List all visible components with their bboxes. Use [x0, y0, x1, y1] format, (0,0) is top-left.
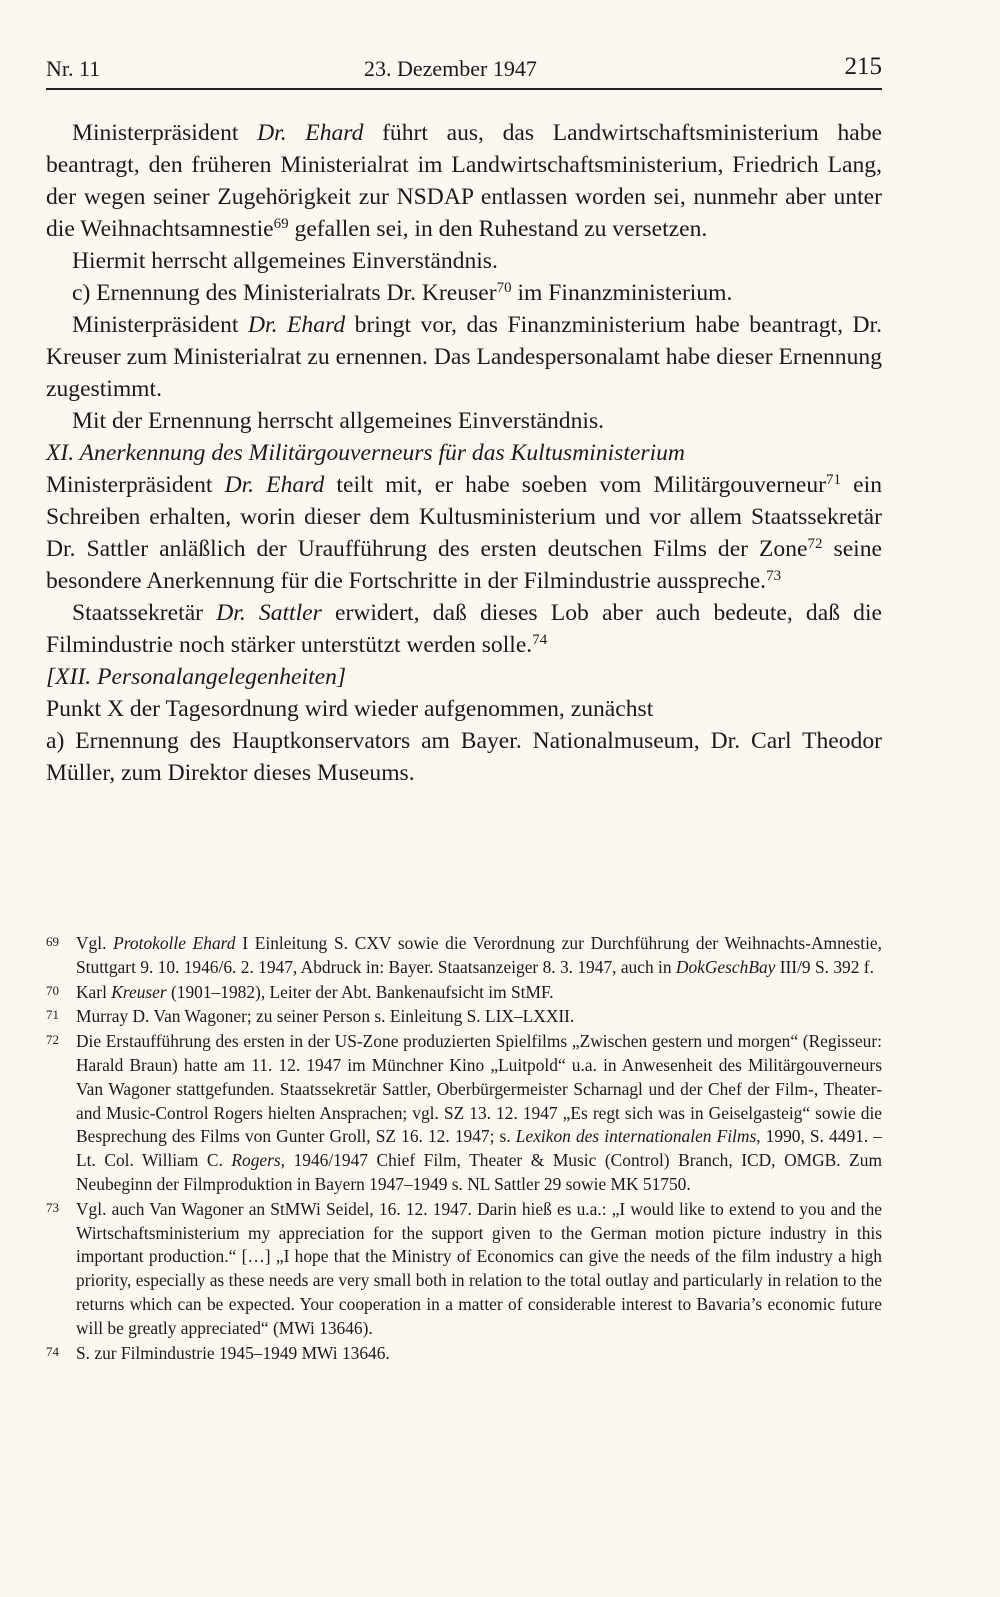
footnote-number: 69	[46, 934, 59, 949]
speaker-name: Dr. Ehard	[247, 312, 346, 338]
footnote-ref-71[interactable]: 71	[826, 472, 842, 488]
footnote-ref-73[interactable]: 73	[766, 568, 782, 584]
section-heading-xi: XI. Anerkennung des Militärgouverneurs für das Kultusministerium	[46, 440, 685, 466]
footnote-71	[46, 1005, 882, 1029]
text-run: teilt mit, er habe soeben vom Militärgouverneur	[324, 472, 827, 498]
text-run: Staatssekretär	[72, 600, 217, 626]
text-run: c) Ernennung des Ministerialrats Dr. Kreuser	[72, 280, 497, 306]
footnote-number: 73	[46, 1199, 59, 1215]
footnote-ref-70[interactable]: 70	[496, 280, 512, 296]
text-run: führt aus, das Landwirtschaftsministerium habe beantragt, den früheren Ministerialrat im Landwirtschaftsministerium, Friedrich Lang, der wegen seiner Zugehörigkeit zur NSDAP entlassen worden sei, nunmehr aber unter die Weihnachtsamnestie	[46, 120, 882, 242]
paragraph-agenda: Punkt X der Tagesordnung wird wieder aufgenommen, zunächst	[46, 696, 654, 722]
paragraph-agreement-1: Hiermit herrscht allgemeines Einverständnis.	[72, 248, 498, 274]
paragraph-ehard-kreuser	[46, 309, 882, 405]
text-run: , 1990, S. 4491. – Lt. Col. William C.	[76, 1126, 882, 1171]
text-run: ein Schreiben erhalten, worin dieser dem Kultusministerium und vor allem Staatssekretär Dr. Sattler anläßlich der Uraufführung des ersten deutschen Films der Zone	[46, 472, 882, 562]
text-run: bringt vor, das Finanzministerium habe beantragt, Dr. Kreuser zum Ministerialrat zu ernennen. Das Landespersonalamt habe dieser Ernennung zugestimmt.	[46, 312, 882, 402]
text-run: seine besondere Anerkennung für die Fortschritte in der Filmindustrie ausspreche.	[46, 536, 882, 594]
footnote-ref-74[interactable]: 74	[532, 632, 548, 648]
text-run: erwidert, daß dieses Lob aber auch bedeute, daß die Filmindustrie noch stärker unterstützt werden solle.	[46, 600, 883, 658]
text-run: , 1946/1947 Chief Film, Theater & Music (Control) Branch, ICD, OMGB. Zum Neubeginn der Filmproduktion in Bayern 1947–1949 s. NL Sattler 29 sowie MK 51750.	[76, 1150, 882, 1194]
text-run: (1901–1982), Leiter der Abt. Bankenaufsicht im StMF.	[166, 981, 554, 1002]
footnote-72	[46, 1030, 882, 1197]
speaker-name: Dr. Sattler	[216, 600, 322, 626]
footnote-number: 72	[46, 1032, 59, 1048]
text-run: III/9 S. 392 f.	[775, 956, 874, 977]
issue-number: Nr. 11	[46, 56, 101, 81]
italic-title: Protokolle Ehard	[113, 933, 236, 953]
text-run: Karl	[76, 981, 112, 1002]
text-run: gefallen sei, in den Ruhestand zu versetzen.	[288, 216, 708, 242]
footnote-73	[46, 1198, 882, 1341]
text-run: Die Erstaufführung des ersten in der US-Zone produzierten Spielfilms „Zwischen gestern und morgen“ (Regisseur: Harald Braun) hatte am 11. 12. 1947 im Münchner Kino „Luitpold“ u.a. in Anwesenheit des Militärgouverneurs Van Wagoner stattgefunden. Staatssekretär Sattler, Oberbürgermeister Scharnagl und der Chef der Film-, Theater- and Music-Control Rogers hielten Ansprachen; vgl. SZ 13. 12. 1947 „Es regt sich was in Geiselgasteig“ sowie die Besprechung des Films von Gunter Groll, SZ 16. 12. 1947; s.	[76, 1031, 882, 1147]
main-text	[46, 117, 882, 789]
section-heading-xii: [XII. Personalangelegenheiten]	[46, 664, 347, 690]
speaker-name: Dr. Ehard	[257, 120, 364, 146]
text-run: I Einleitung S. CXV sowie die Verordnung zur Durchführung der Weihnachts-Amnestie, Stuttgart 9. 10. 1946/6. 2. 1947, Abdruck in: Bayer. Staatsanzeiger 8. 3. 1947, auch in	[76, 933, 882, 977]
footnote-69	[46, 932, 882, 980]
paragraph-item-c	[46, 277, 882, 309]
text-run: Ministerpräsident	[46, 472, 225, 498]
footnote-ref-72[interactable]: 72	[807, 536, 823, 552]
header-date: 23. Dezember 1947	[364, 56, 537, 81]
footnote-70	[46, 981, 882, 1005]
paragraph-ehard-militaergouverneur	[46, 469, 882, 597]
text-run: S. zur Filmindustrie 1945–1949 MWi 13646.	[76, 1342, 390, 1363]
footnote-74	[46, 1342, 882, 1366]
paragraph-ehard-lang	[46, 117, 882, 245]
text-run: Ministerpräsident	[72, 312, 248, 338]
text-run: Vgl.	[76, 933, 114, 953]
text-run: Vgl. auch Van Wagoner an StMWi Seidel, 16. 12. 1947. Darin hieß es u.a.: „I would like to extend to you and the Wirtschaftsministerium my appreciation for the support given to the German motion picture industry in this important production.“ […] „I hope that the Ministry of Economics can give the needs of the film industry a high priority, especially as these needs are very small both in relation to the total outlay and particularly in relation to the returns which can be expected. Your cooperation in a matter of considerable interest to Bavaria’s economic future will be greatly appreciated“ (MWi 13646).	[76, 1198, 882, 1338]
text-run: Murray D. Van Wagoner; zu seiner Person s. Einleitung S. LIX–LXXII.	[76, 1006, 575, 1027]
footnote-number: 74	[46, 1343, 59, 1359]
footnote-ref-69[interactable]: 69	[273, 216, 289, 232]
speaker-name: Dr. Ehard	[224, 472, 325, 498]
footnote-number: 71	[46, 1007, 59, 1023]
italic-title: Lexikon des internationalen Films	[515, 1126, 757, 1147]
footnotes	[46, 932, 882, 1365]
running-header	[46, 52, 882, 90]
person-name: Rogers	[231, 1150, 281, 1171]
text-run: im Finanzministerium.	[511, 280, 733, 306]
paragraph-sattler	[46, 597, 882, 661]
paragraph-agreement-2: Mit der Ernennung herrscht allgemeines Einverständnis.	[72, 408, 605, 434]
person-name: Kreuser	[111, 981, 167, 1002]
italic-title: DokGeschBay	[675, 956, 776, 977]
text-run: Ministerpräsident	[72, 120, 258, 146]
page-number: 215	[844, 53, 882, 80]
footnote-number: 70	[46, 982, 59, 998]
paragraph-item-a: a) Ernennung des Hauptkonservators am Bayer. Nationalmuseum, Dr. Carl Theodor Müller, zum Direktor dieses Museums.	[46, 728, 882, 786]
